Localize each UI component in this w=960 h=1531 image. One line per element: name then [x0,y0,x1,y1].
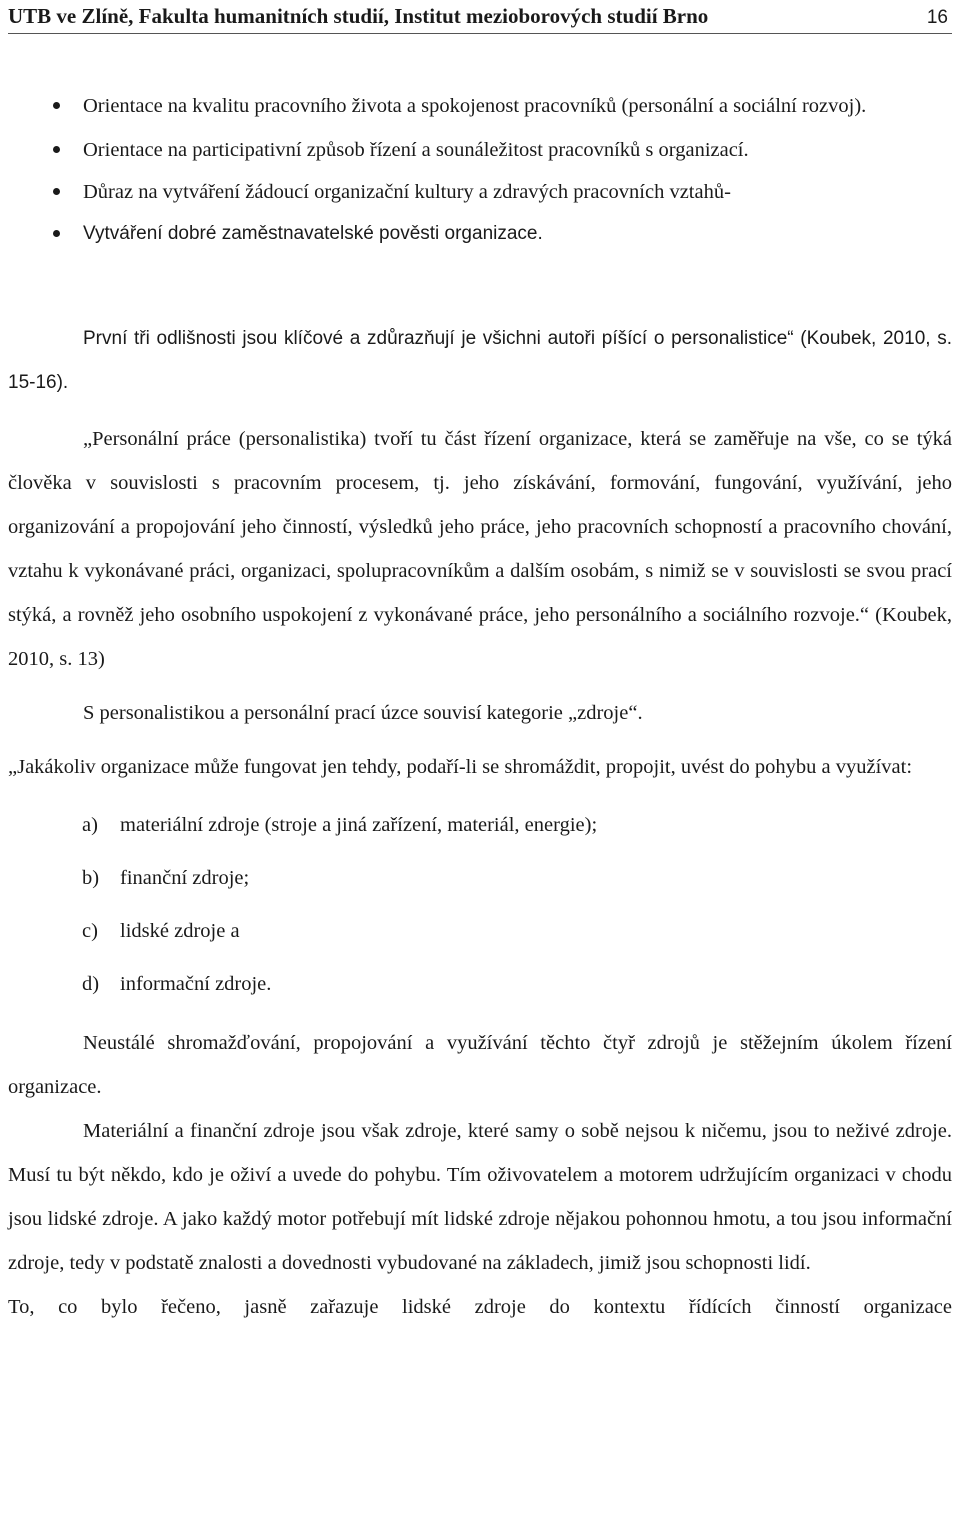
bullet-icon [53,146,60,153]
page-number: 16 [926,7,948,28]
paragraph-to-co: To, co bylo řečeno, jasně zařazuje lidské zdroje do kontextu řídících činností organizace [8,1296,952,1318]
bullet-item [8,171,952,213]
bullet-icon [53,102,60,109]
resource-text: informační zdroje. [120,973,272,995]
resource-item [8,905,952,958]
bullet-list [8,89,952,255]
resource-marker: b) [82,867,100,889]
bullet-text: Orientace na participativní způsob řízení a sounáležitost pracovníků s organizací. [83,139,749,161]
page-header [8,0,952,34]
bullet-item [8,129,952,171]
bullet-text: Vytváření dobré zaměstnavatelské pověsti organizace. [83,223,543,244]
bullet-text: Orientace na kvalitu pracovního života a spokojenost pracovníků (personální a sociální rozvoj). [83,95,867,117]
bullet-icon [53,188,60,195]
resource-marker: c) [82,920,98,942]
header-title: UTB ve Zlíně, Fakulta humanitních studií, Institut mezioborových studií Brno [8,4,709,28]
resource-marker: d) [82,973,100,995]
resource-marker: a) [82,814,98,836]
bullet-text: Důraz na vytváření žádoucí organizační kultury a zdravých pracovních vztahů- [83,181,731,203]
page-content [8,89,952,1329]
paragraph-s-personalistikou: S personalistikou a personální prací úzce souvisí kategorie „zdroje“. [83,702,643,724]
paragraph-neustale: Neustálé shromažďování, propojování a využívání těchto čtyř zdrojů je stěžejním úkolem řízení organizace. [8,1032,952,1098]
bullet-item [8,89,952,129]
resource-item [8,852,952,905]
paragraph-prvni: První tři odlišnosti jsou klíčové a zdůrazňují je všichni autoři píšící o personalistice“ (Koubek, 2010, s. 15-16). [8,328,952,393]
bullet-item [8,213,952,255]
resource-text: lidské zdroje a [120,920,240,942]
paragraph-personalni-prace: „Personální práce (personalistika) tvoří tu část řízení organizace, která se zaměřuje na vše, co se týká člověka v souvislosti s pracovním procesem, tj. jeho získávání, formování, fungování, využívání, jeho organizování a propojování jeho činností, výsledků jeho práce, jeho pracovních schopností a pracovního chování, vztahu k vykonávané práci, organizaci, spolupracovníkům a dalším osobám, s nimiž se v souvislosti se svou prací stýká, a rovněž jeho osobního uspokojení z vykonávané práce, jeho personálního a sociálního rozvoje.“ (Koubek, 2010, s. 13) [8,428,952,670]
bullet-icon [53,230,60,237]
resources-list [8,799,952,1011]
paragraph-materialni: Materiální a finanční zdroje jsou však zdroje, které samy o sobě nejsou k ničemu, jsou to neživé zdroje. Musí tu být někdo, kdo je oživí a uvede do pohybu. Tím oživovatelem a motorem udržujícím organizaci v chodu jsou lidské zdroje. A jako každý motor potřebují mít lidské zdroje nějakou pohonnou hmotu, a tou jsou informační zdroje, tedy v podstatě znalosti a dovednosti vybudované na základech, jimiž jsou schopnosti lidí. [8,1120,952,1274]
resource-text: finanční zdroje; [120,867,250,889]
paragraph-jakakoliv: „Jakákoliv organizace může fungovat jen tehdy, podaří-li se shromáždit, propojit, uvést do pohybu a využívat: [8,756,913,778]
resource-text: materiální zdroje (stroje a jiná zařízení, materiál, energie); [120,814,598,836]
resource-item [8,958,952,1011]
resource-item [8,799,952,852]
